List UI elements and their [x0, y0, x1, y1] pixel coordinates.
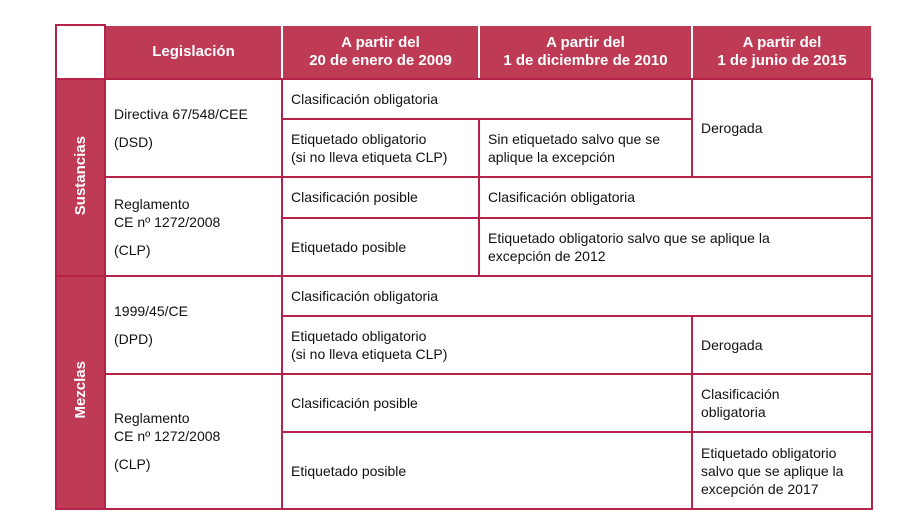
header-2009-line1: A partir del — [341, 34, 420, 52]
header-legislacion-label: Legislación — [152, 43, 235, 61]
sust-dsd-derogada — [692, 79, 872, 177]
mez-clp-row-1 — [56, 374, 872, 432]
mez-dpd-etiq-line1: Etiquetado obligatorio — [291, 328, 427, 345]
header-2009 — [282, 25, 479, 79]
leg-sust-clp — [105, 177, 282, 276]
leg-dpd-line2: (DPD) — [114, 330, 153, 347]
mez-clp-etiquetado-2015 — [692, 432, 872, 509]
mez-clp-clasif-2015-line2: obligatoria — [701, 404, 766, 421]
group-sustancias — [56, 79, 105, 276]
leg-sust-clp-line3: (CLP) — [114, 241, 151, 258]
header-legislacion — [105, 25, 282, 79]
sust-dsd-clasificacion — [282, 79, 692, 118]
sust-dsd-etiq-2009-line2: (si no lleva etiqueta CLP) — [291, 148, 448, 165]
header-2015-line2: 1 de junio de 2015 — [717, 52, 847, 70]
leg-dpd-line1: 1999/45/CE — [114, 302, 188, 319]
header-row — [56, 25, 872, 79]
sust-dsd-etiq-2009-line1: Etiquetado obligatorio — [291, 130, 427, 147]
corner-cell — [56, 25, 105, 79]
mez-dpd-derogada-text: Derogada — [701, 337, 763, 354]
sust-dsd-clasificacion-text: Clasificación obligatoria — [291, 91, 439, 108]
header-2009-line2: 20 de enero de 2009 — [309, 52, 452, 70]
sust-dsd-etiquetado-2009 — [282, 119, 479, 177]
leg-dsd-line1: Directiva 67/548/CEE — [114, 106, 248, 123]
mez-clp-clasificacion — [282, 374, 692, 432]
mez-dpd-derogada — [692, 316, 872, 373]
header-2015 — [692, 25, 872, 79]
mez-clp-clasif-text: Clasificación posible — [291, 395, 418, 412]
header-2010-line2: 1 de diciembre de 2010 — [503, 52, 668, 70]
sust-dsd-row-1 — [56, 79, 872, 118]
sust-clp-clasificacion-2010 — [479, 177, 872, 217]
mez-dpd-etiquetado — [282, 316, 692, 373]
leg-sust-clp-line2: CE nº 1272/2008 — [114, 213, 221, 230]
mez-clp-etiq-2015-line3: excepción de 2017 — [701, 480, 819, 497]
mez-dpd-clasificacion-text: Clasificación obligatoria — [291, 288, 439, 305]
sust-dsd-etiquetado-2010 — [479, 119, 692, 177]
sust-clp-clasif-2010-text: Clasificación obligatoria — [488, 189, 636, 206]
mez-clp-etiq-2015-line2: salvo que se aplique la — [701, 462, 844, 479]
sust-clp-etiq-2010-line2: excepción de 2012 — [488, 247, 606, 264]
leg-dsd-line2: (DSD) — [114, 134, 153, 151]
leg-mez-clp — [105, 374, 282, 509]
sust-clp-etiquetado-2009 — [282, 218, 479, 276]
mez-dpd-etiq-line2: (si no lleva etiqueta CLP) — [291, 346, 448, 363]
mez-clp-etiquetado — [282, 432, 692, 509]
sust-dsd-etiq-2010-line1: Sin etiquetado salvo que se — [488, 130, 661, 147]
mez-dpd-row-1 — [56, 276, 872, 316]
leg-mez-clp-line2: CE nº 1272/2008 — [114, 428, 221, 445]
leg-dpd — [105, 276, 282, 374]
sust-dsd-etiq-2010-line2: aplique la excepción — [488, 148, 615, 165]
sust-clp-etiquetado-2010 — [479, 218, 872, 276]
group-mezclas — [56, 276, 105, 509]
sust-clp-etiq-2009-text: Etiquetado posible — [291, 238, 407, 255]
leg-sust-clp-line1: Reglamento — [114, 195, 190, 212]
mez-dpd-clasificacion — [282, 276, 872, 316]
header-2015-line1: A partir del — [742, 34, 822, 52]
group-sustancias-label: Sustancias — [71, 135, 89, 215]
sust-clp-clasif-2009-text: Clasificación posible — [291, 189, 418, 206]
leg-mez-clp-line1: Reglamento — [114, 410, 190, 427]
leg-dsd — [105, 79, 282, 177]
mez-clp-etiq-2015-line1: Etiquetado obligatorio — [701, 444, 837, 461]
sust-clp-etiq-2010-line1: Etiquetado obligatorio salvo que se aplique la — [488, 229, 770, 246]
sust-dsd-derogada-text: Derogada — [701, 120, 763, 137]
mez-clp-etiq-text: Etiquetado posible — [291, 462, 407, 479]
leg-mez-clp-line3: (CLP) — [114, 456, 151, 473]
mez-clp-clasificacion-2015 — [692, 374, 872, 432]
sust-clp-clasificacion-2009 — [282, 177, 479, 217]
group-mezclas-label: Mezclas — [71, 361, 89, 419]
mez-clp-clasif-2015-line1: Clasificación — [701, 386, 780, 403]
header-2010 — [479, 25, 692, 79]
header-2010-line1: A partir del — [546, 34, 625, 52]
regulation-table — [55, 24, 873, 510]
sust-clp-row-1 — [56, 177, 872, 217]
